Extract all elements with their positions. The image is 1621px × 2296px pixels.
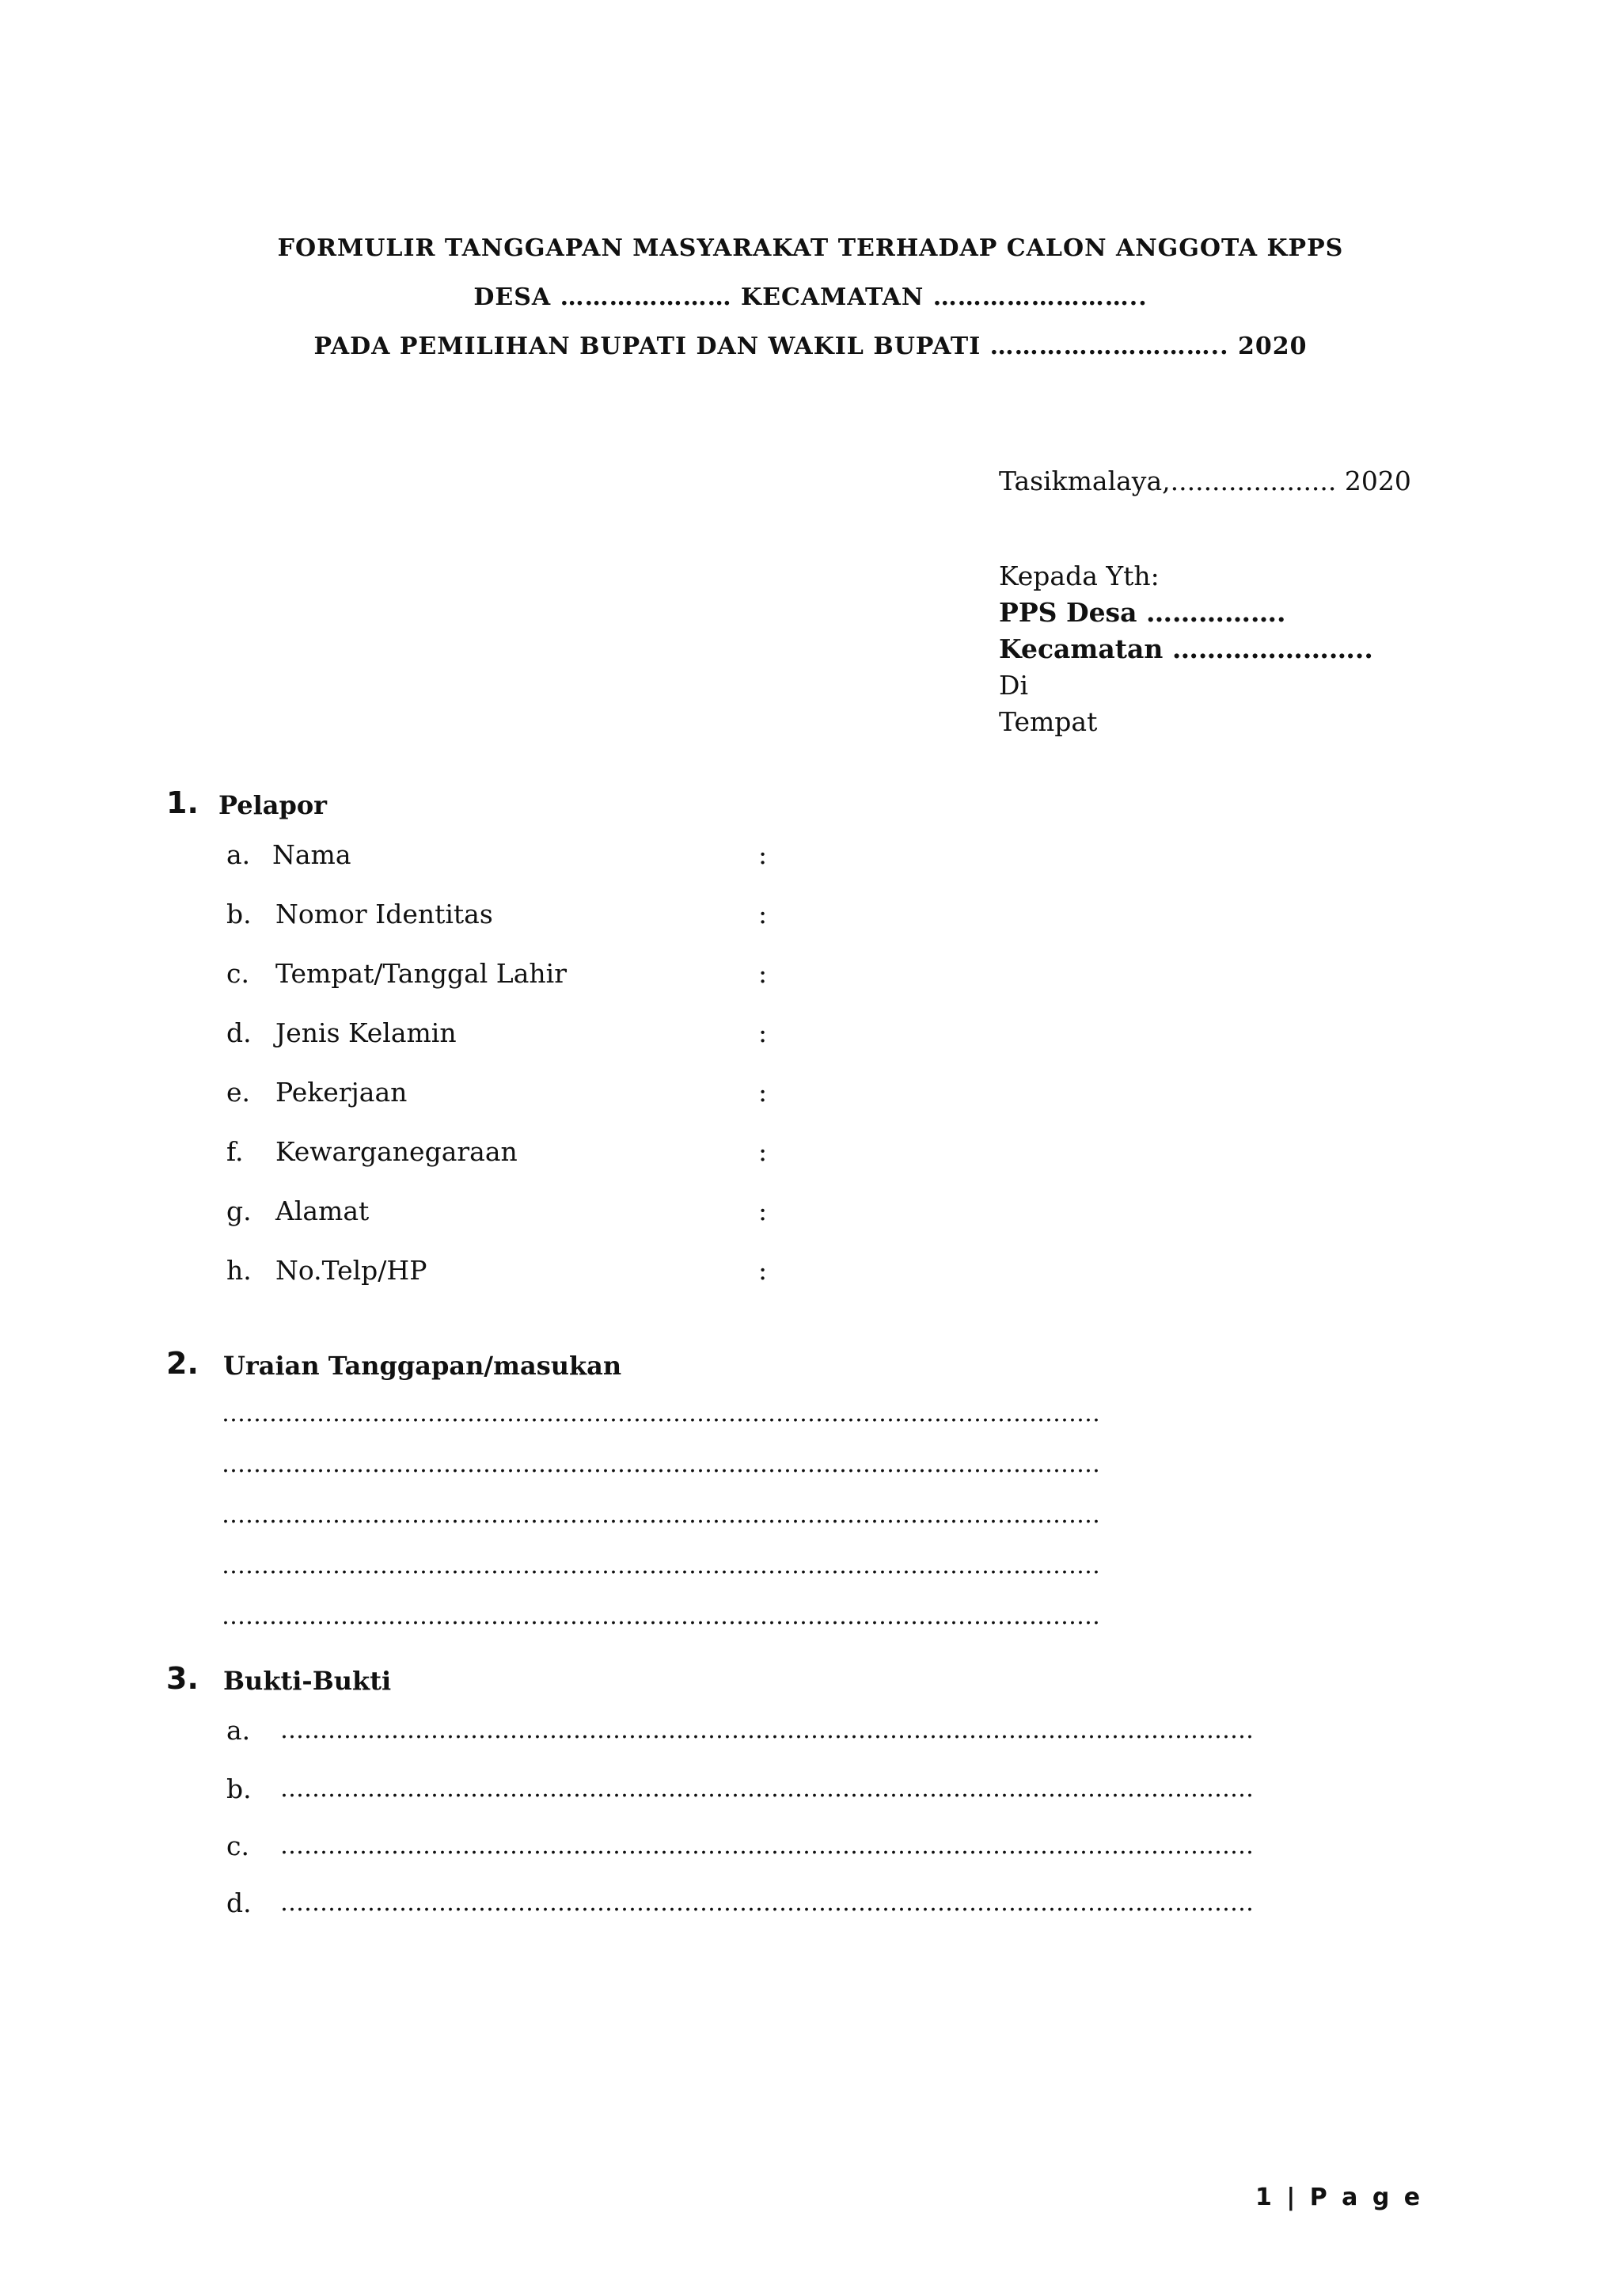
addressee-tempat: Tempat [999, 706, 1098, 737]
response-line: ………………………………………………………………………………………………… [222, 1501, 1100, 1529]
response-line: ………………………………………………………………………………………………… [222, 1400, 1100, 1427]
evidence-letter: d. [226, 1887, 252, 1918]
addressee-greeting: Kepada Yth: [999, 561, 1160, 591]
field-colon: : [758, 1017, 768, 1048]
field-letter: d. [226, 1017, 252, 1048]
section-3-number: 3. [166, 1661, 199, 1696]
form-title-text-2: DESA ………………… KECAMATAN …………………….. [473, 283, 1148, 311]
field-label-nomor-identitas: Nomor Identitas [275, 899, 493, 929]
response-line: ………………………………………………………………………………………………… [222, 1552, 1100, 1579]
addressee-kecamatan: Kecamatan ………………….. [999, 633, 1373, 664]
field-colon: : [758, 1136, 768, 1167]
field-label-pekerjaan: Pekerjaan [275, 1077, 408, 1108]
field-colon: : [758, 958, 768, 989]
section-2-title: Uraian Tanggapan/masukan [223, 1351, 622, 1381]
evidence-letter: a. [226, 1715, 251, 1746]
addressee-di: Di [999, 670, 1029, 701]
field-label-no-telp-hp: No.Telp/HP [275, 1255, 427, 1286]
section-3-title: Bukti-Bukti [223, 1666, 392, 1696]
evidence-line: …………………………………………………………………………………………………………… [280, 1832, 1254, 1860]
form-title-line-2 [0, 283, 1621, 311]
evidence-line: …………………………………………………………………………………………………………… [280, 1889, 1254, 1917]
field-label-alamat: Alamat [275, 1196, 370, 1226]
form-title-line-1 [0, 234, 1621, 262]
field-label-kewarganegaraan: Kewarganegaraan [275, 1136, 518, 1167]
field-letter: f. [226, 1136, 244, 1167]
evidence-line: …………………………………………………………………………………………………………… [280, 1775, 1254, 1803]
field-colon: : [758, 1196, 768, 1226]
evidence-letter: c. [226, 1830, 249, 1861]
page-number: 1 | P a g e [1255, 2184, 1424, 2211]
response-line: ………………………………………………………………………………………………… [222, 1602, 1100, 1630]
field-letter: b. [226, 899, 252, 929]
section-1-title: Pelapor [218, 790, 328, 820]
form-title-line-3 [0, 333, 1621, 360]
field-colon: : [758, 839, 768, 870]
form-title-text-3: PADA PEMILIHAN BUPATI DAN WAKIL BUPATI ……………………….. 2020 [313, 333, 1308, 360]
place-date: Tasikmalaya,.................... 2020 [999, 466, 1411, 496]
section-2-number: 2. [166, 1346, 199, 1381]
field-colon: : [758, 899, 768, 929]
addressee-pps: PPS Desa ……………. [999, 597, 1286, 628]
form-title-text-1: FORMULIR TANGGAPAN MASYARAKAT TERHADAP CALON ANGGOTA KPPS [277, 234, 1344, 262]
field-label-jenis-kelamin: Jenis Kelamin [275, 1017, 457, 1048]
field-colon: : [758, 1077, 768, 1108]
field-letter: g. [226, 1196, 252, 1226]
field-letter: e. [226, 1077, 251, 1108]
evidence-line: …………………………………………………………………………………………………………… [280, 1716, 1254, 1744]
evidence-letter: b. [226, 1773, 252, 1804]
section-1-number: 1. [166, 785, 199, 820]
response-line: ………………………………………………………………………………………………… [222, 1450, 1100, 1478]
field-label-nama: Nama [272, 839, 351, 870]
field-letter: c. [226, 958, 249, 989]
field-label-tempat-tanggal-lahir: Tempat/Tanggal Lahir [275, 958, 567, 989]
field-letter: a. [226, 839, 251, 870]
field-letter: h. [226, 1255, 252, 1286]
field-colon: : [758, 1255, 768, 1286]
